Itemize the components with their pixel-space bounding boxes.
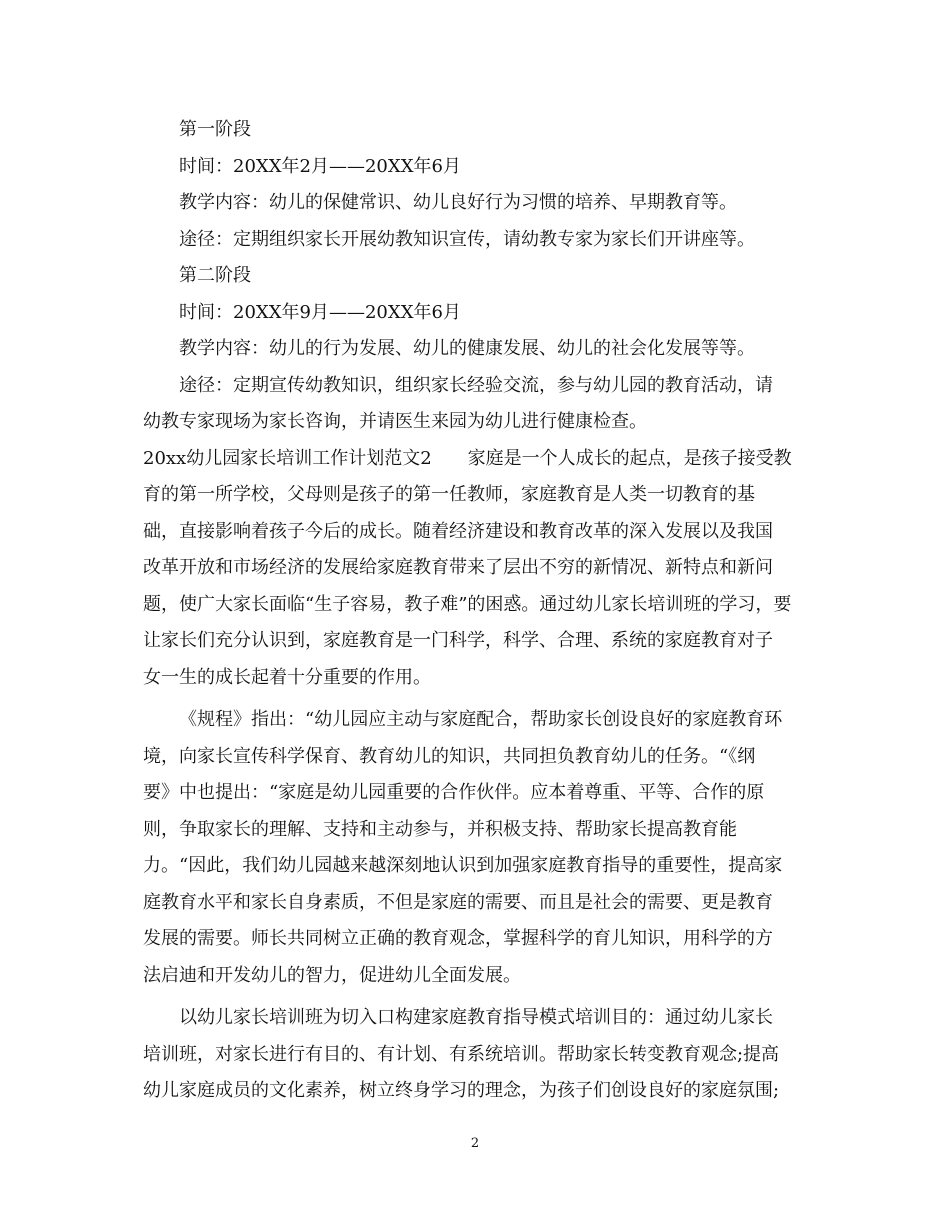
paragraph-line: 力。“因此，我们幼儿园越来越深刻地认识到加强家庭教育指导的重要性，提高家 [143, 855, 783, 876]
stage-two-time: 时间：20XX年9月——20XX年6月 [179, 301, 461, 323]
paragraph-line: 庭教育水平和家长自身素质，不但是家庭的需要、而且是社会的需要、更是教育 [143, 891, 773, 913]
stage-two-heading: 第二阶段 [179, 265, 251, 286]
stage-one-heading: 第一阶段 [179, 119, 251, 140]
paragraph-line: 题，使广大家长面临“生子容易，教子难”的困惑。通过幼儿家长培训班的学习，要 [143, 593, 792, 615]
paragraph-line: 要》中也提出：“家庭是幼儿园重要的合作伙伴。应本着尊重、平等、合作的原 [143, 782, 765, 803]
document-body [143, 112, 810, 1110]
stage-one-method: 途径：定期组织家长开展幼教知识宣传，请幼教专家为家长们开讲座等。 [179, 228, 755, 250]
paragraph-line: 改革开放和市场经济的发展给家庭教育带来了层出不穷的新情况、新特点和新问 [143, 557, 773, 578]
paragraph-line: 发展的需要。师长共同树立正确的教育观念，掌握科学的育儿知识，用科学的方 [143, 928, 773, 949]
paragraph-line: 以幼儿家长培训班为切入口构建家庭教育指导模式培训目的：通过幼儿家长 [179, 1007, 773, 1028]
paragraph-line: 女一生的成长起着十分重要的作用。 [143, 666, 431, 688]
paragraph-line: 《规程》指出：“幼儿园应主动与家庭配合，帮助家长创设良好的家庭教育环 [179, 709, 783, 730]
paragraph-line: 则，争取家长的理解、支持和主动参与，并积极支持、帮助家长提高教育能 [143, 818, 737, 840]
paragraph-line: 础，直接影响着孩子今后的成长。随着经济建设和教育改革的深入发展以及我国 [143, 520, 773, 542]
stage-two-content: 教学内容：幼儿的行为发展、幼儿的健康发展、幼儿的社会化发展等等。 [179, 338, 755, 359]
paragraph-line: 幼儿家庭成员的文化素养，树立终身学习的理念，为孩子们创设良好的家庭氛围; [143, 1080, 780, 1101]
paragraph-line: 培训班，对家长进行有目的、有计划、有系统培训。帮助家长转变教育观念;提高 [143, 1043, 780, 1065]
stage-one-time: 时间：20XX年2月——20XX年6月 [179, 155, 461, 177]
stage-two-method-line-1: 途径：定期宣传幼教知识，组织家长经验交流，参与幼儿园的教育活动，请 [179, 374, 773, 396]
stage-one-content: 教学内容：幼儿的保健常识、幼儿良好行为习惯的培养、早期教育等。 [179, 192, 737, 213]
paragraph-line: 让家长们充分认识到，家庭教育是一门科学，科学、合理、系统的家庭教育对子 [143, 630, 773, 651]
stage-two-method-line-2: 幼教专家现场为家长咨询，并请医生来园为幼儿进行健康检查。 [143, 411, 647, 432]
paragraph-line: 法启迪和开发幼儿的智力，促进幼儿全面发展。 [143, 964, 521, 986]
paragraph-line: 境，向家长宣传科学保育、教育幼儿的知识，共同担负教育幼儿的任务。“《纲 [143, 745, 756, 767]
section-title-line: 20xx幼儿园家长培训工作计划范文2 家庭是一个人成长的起点，是孩子接受教 [143, 447, 792, 469]
paragraph-line: 育的第一所学校，父母则是孩子的第一任教师，家庭教育是人类一切教育的基 [143, 484, 755, 505]
page-number: 2 [470, 1136, 480, 1151]
